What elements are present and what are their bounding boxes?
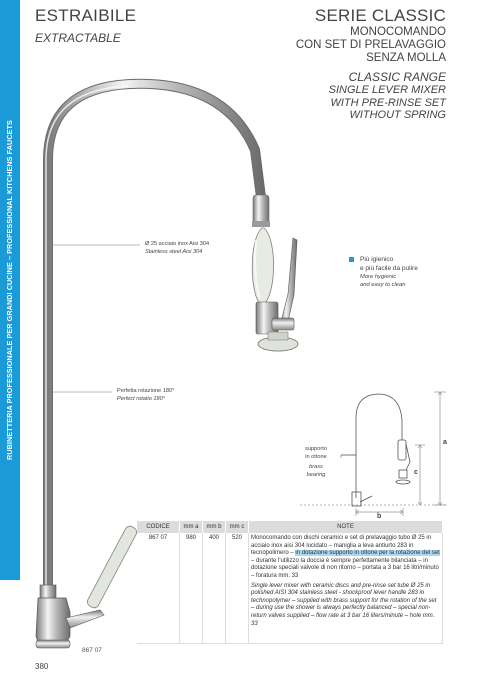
bearing-callout-it-1: supporto xyxy=(305,446,327,452)
range-line-1: SINGLE LEVER MIXER xyxy=(328,84,446,96)
rotation-callout xyxy=(117,387,174,403)
series-title: SERIE CLASSIC xyxy=(314,6,446,25)
note-it-highlight: in dotazione supporto in ottone per la rotazione del set xyxy=(295,550,440,557)
spec-table xyxy=(137,521,443,644)
dim-a-label: a xyxy=(443,439,447,446)
feature-en-2: and easy to clean xyxy=(360,282,406,288)
gooseneck-pipe xyxy=(48,84,262,585)
range-line-3: WITHOUT SPRING xyxy=(349,109,446,121)
desc-line-3: SENZA MOLLA xyxy=(366,52,446,64)
header-mm-b: mm b xyxy=(203,521,226,533)
cell-c: 520 xyxy=(226,533,249,644)
cell-code: 867 07 xyxy=(137,533,180,644)
page-number: 380 xyxy=(35,662,49,671)
bearing-callout-it-2: in ottone xyxy=(305,454,327,460)
mixer-lever xyxy=(66,610,104,628)
bearing-callout xyxy=(291,445,341,479)
feature-bullet-icon xyxy=(349,257,354,262)
cell-b: 400 xyxy=(203,533,226,644)
header-mm-a: mm a xyxy=(180,521,203,533)
product-code-label: 867 07 xyxy=(82,647,102,654)
spray-lever xyxy=(280,238,297,330)
sidebar-text: RUBINETTERIA PROFESSIONALE PER GRANDI CUCINE – PROFESSIONAL KITCHENS FAUCETS xyxy=(5,120,14,460)
tube-callout-en: Stainless steel Aisi 304 xyxy=(145,249,203,255)
tube-callout xyxy=(145,240,209,256)
header-mm-c: mm c xyxy=(226,521,249,533)
bearing-callout-en-1: brass xyxy=(309,464,323,470)
desc-line-2: CON SET DI PRELAVAGGIO xyxy=(295,39,446,51)
feature-it-1: Più igienico xyxy=(360,256,394,263)
note-it-after: – durante l'utilizzo la doccia è sempre perfettamente bilanciata – in dotazione speciali valvole di non ritorno – portata a 3 bar 16 litri/minuto – foratura mm. 33 xyxy=(251,557,439,579)
cell-note xyxy=(249,533,443,644)
rotation-callout-it: Perfetta rotazione 180° xyxy=(117,388,175,394)
feature-en-1: More hygienic xyxy=(360,274,397,280)
spec-table-header xyxy=(137,521,443,533)
note-it-before: Monocomando con dischi ceramici e set di prelavaggio tubo Ø 25 in acciaio inox aisi 304 lucidato – maniglia a leva antiurto 283 in tecnopolimero – xyxy=(251,535,432,557)
bearing-callout-en-2: bearing xyxy=(306,472,326,478)
hose-section xyxy=(253,195,269,223)
dimension-drawing xyxy=(341,394,410,506)
category-subtitle: EXTRACTABLE xyxy=(35,31,121,45)
header-codice: CODICE xyxy=(137,521,180,533)
tube-callout-it: Ø 25 acciaio inox Aisi 304 xyxy=(145,241,210,247)
note-italian xyxy=(251,535,440,581)
note-english: Single lever mixer with ceramic discs and pre-rinse set tube Ø 25 in polished AISI 304 stainless steel - shockproof lever handle 283 in technopolymer – supplied with brass support for the rotation of the set – during use the shower is always perfectly balanced – special non-return valves supplied – flow rate at 3 bar 16 liters/minute – hole mm. 33 xyxy=(251,582,437,627)
table-row xyxy=(137,533,443,644)
cell-a: 980 xyxy=(180,533,203,644)
feature-it-2: e più facile da pulire xyxy=(360,265,418,272)
swivel-collar xyxy=(40,585,56,599)
range-title: CLASSIC RANGE xyxy=(348,70,446,84)
mixer-body xyxy=(36,598,70,646)
dim-b-label: b xyxy=(377,513,382,520)
rotation-callout-en: Perfect rotatio 180° xyxy=(117,396,165,402)
category-title: ESTRAIBILE xyxy=(35,6,137,25)
feature-text xyxy=(360,255,418,289)
header-note: NOTE xyxy=(249,521,443,533)
range-line-2: WITH PRE-RINSE SET xyxy=(330,96,446,109)
desc-line-1: MONOCOMANDO xyxy=(350,26,446,38)
dim-c-label: c xyxy=(414,469,418,476)
